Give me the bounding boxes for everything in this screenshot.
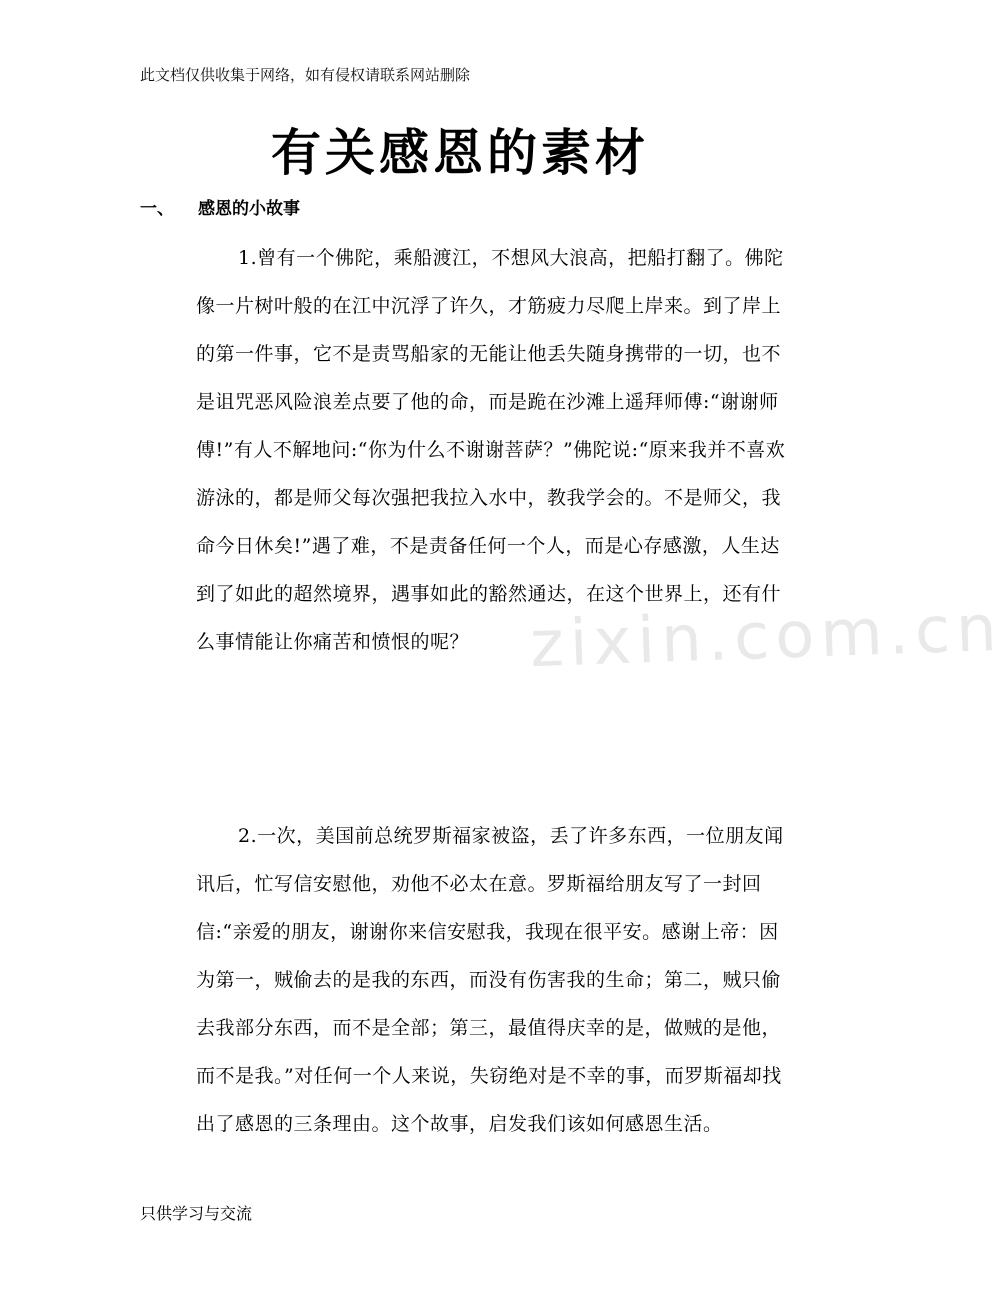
header-note: 此文档仅供收集于网络，如有侵权请联系网站删除 [140,66,471,84]
section-title: 感恩的小故事 [198,199,300,219]
document-title: 有关感恩的素材 [271,123,649,182]
story-paragraph-2: 2.一次，美国前总统罗斯福家被盗，丢了许多东西，一位朋友闻讯后，忙写信安慰他，劝他不必太在意。罗斯福给朋友写了一封回信:“亲爱的朋友，谢谢你来信安慰我，我现在很平安。感谢上帝：因为第一，贼偷去的是我的东西，而没有伤害我的生命；第二，贼只偷去我部分东西，而不是全部；第三，最值得庆幸的是，做贼的是他，而不是我。”对任何一个人来说，失窃绝对是不幸的事，而罗斯福却找出了感恩的三条理由。这个故事，启发我们该如何感恩生活。 [196,825,784,1135]
watermark: zixin.com.cn [528,591,1004,683]
section-number: 一、 [140,199,174,219]
footer-note: 只供学习与交流 [140,1204,253,1223]
section-heading [140,196,300,222]
story-paragraph-1: 1.曾有一个佛陀，乘船渡江，不想风大浪高，把船打翻了。佛陀像一片树叶般的在江中沉浮了许久，才筋疲力尽爬上岸来。到了岸上的第一件事，它不是责骂船家的无能让他丢失随身携带的一切，也不是诅咒恶风险浪差点要了他的命，而是跪在沙滩上遥拜师傅:“谢谢师傅!”有人不解地问:“你为什么不谢谢菩萨？”佛陀说:“原来我并不喜欢游泳的，都是师父每次强把我拉入水中，教我学会的。不是师父，我命今日休矣!”遇了难，不是责备任何一个人，而是心存感激，人生达到了如此的超然境界，遇事如此的豁然通达，在这个世界上，还有什么事情能让你痛苦和愤恨的呢？ [196,247,786,653]
